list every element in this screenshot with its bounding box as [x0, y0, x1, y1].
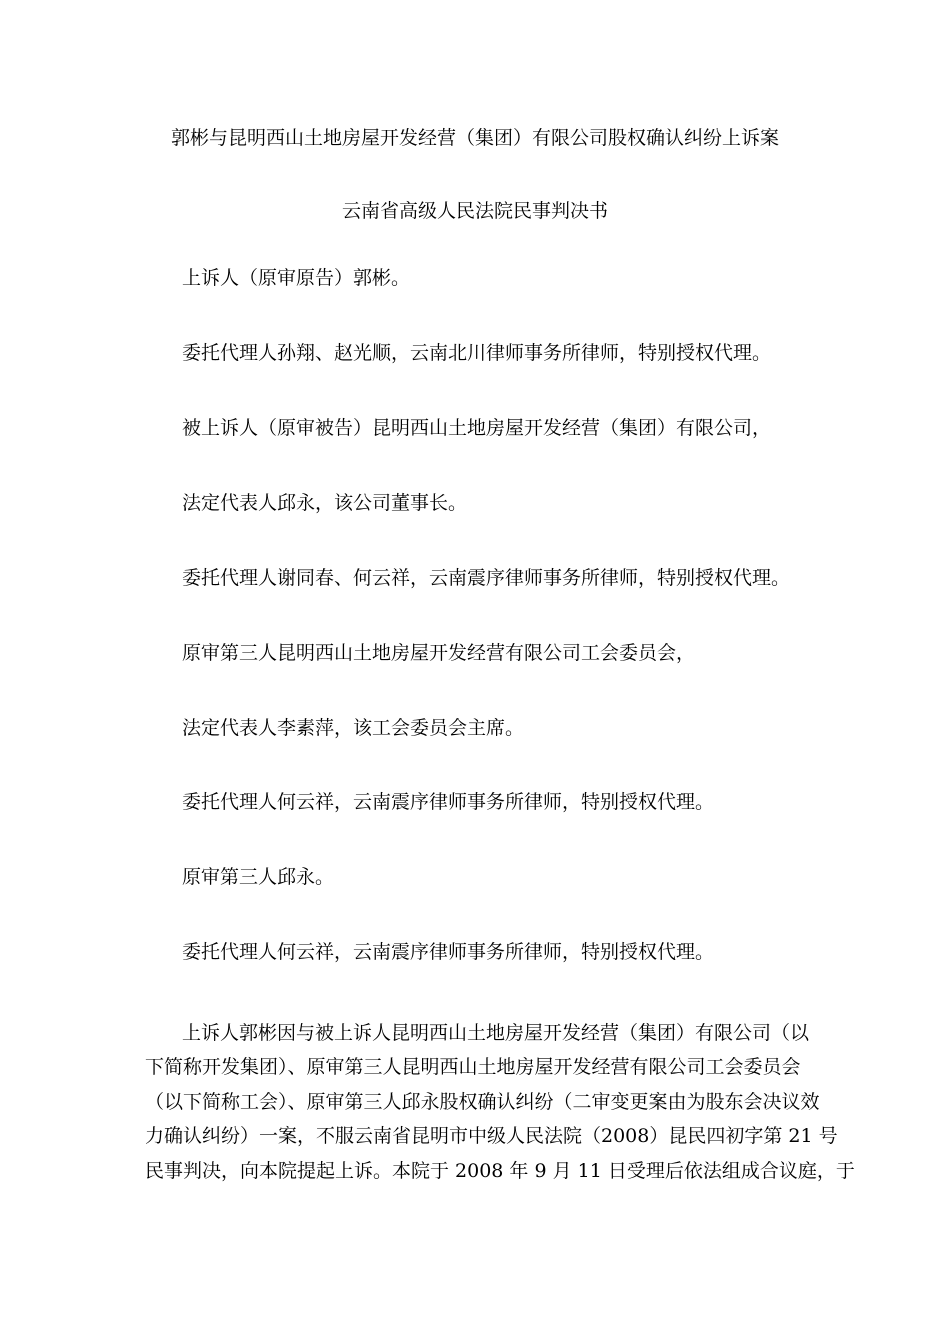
party-line-appellee-representative: 法定代表人邱永，该公司董事长。	[182, 492, 468, 514]
party-line-union-representative: 法定代表人李素萍，该工会委员会主席。	[182, 717, 525, 739]
party-line-appellant-agent: 委托代理人孙翔、赵光顺，云南北川律师事务所律师，特别授权代理。	[182, 342, 772, 364]
document-title: 郭彬与昆明西山土地房屋开发经营（集团）有限公司股权确认纠纷上诉案	[170, 127, 779, 149]
party-line-person-agent: 委托代理人何云祥，云南震序律师事务所律师，特别授权代理。	[182, 941, 715, 963]
party-line-third-party-person: 原审第三人邱永。	[182, 866, 335, 888]
party-line-appellant: 上诉人（原审原告）郭彬。	[182, 267, 411, 289]
party-line-union-agent: 委托代理人何云祥，云南震序律师事务所律师，特别授权代理。	[182, 791, 715, 813]
case-summary-paragraph	[145, 1016, 855, 1188]
document-subtitle: 云南省高级人民法院民事判决书	[341, 200, 608, 222]
paragraph-line: 力确认纠纷）一案，不服云南省昆明市中级人民法院（2008）昆民四初字第 21 号	[145, 1125, 838, 1148]
paragraph-line: 下简称开发集团）、原审第三人昆明西山土地房屋开发经营有限公司工会委员会	[145, 1056, 801, 1079]
party-line-appellee: 被上诉人（原审被告）昆明西山土地房屋开发经营（集团）有限公司，	[182, 417, 772, 439]
paragraph-line: （以下简称工会）、原审第三人邱永股权确认纠纷（二审变更案由为股东会决议效	[145, 1090, 820, 1113]
paragraph-line: 上诉人郭彬因与被上诉人昆明西山土地房屋开发经营（集团）有限公司（以	[182, 1022, 810, 1044]
party-line-third-party-union: 原审第三人昆明西山土地房屋开发经营有限公司工会委员会，	[182, 642, 696, 664]
party-line-appellee-agent: 委托代理人谢同春、何云祥，云南震序律师事务所律师，特别授权代理。	[182, 567, 791, 589]
paragraph-line: 民事判决，向本院提起上诉。本院于 2008 年 9 月 11 日受理后依法组成合议庭，于	[145, 1159, 855, 1182]
